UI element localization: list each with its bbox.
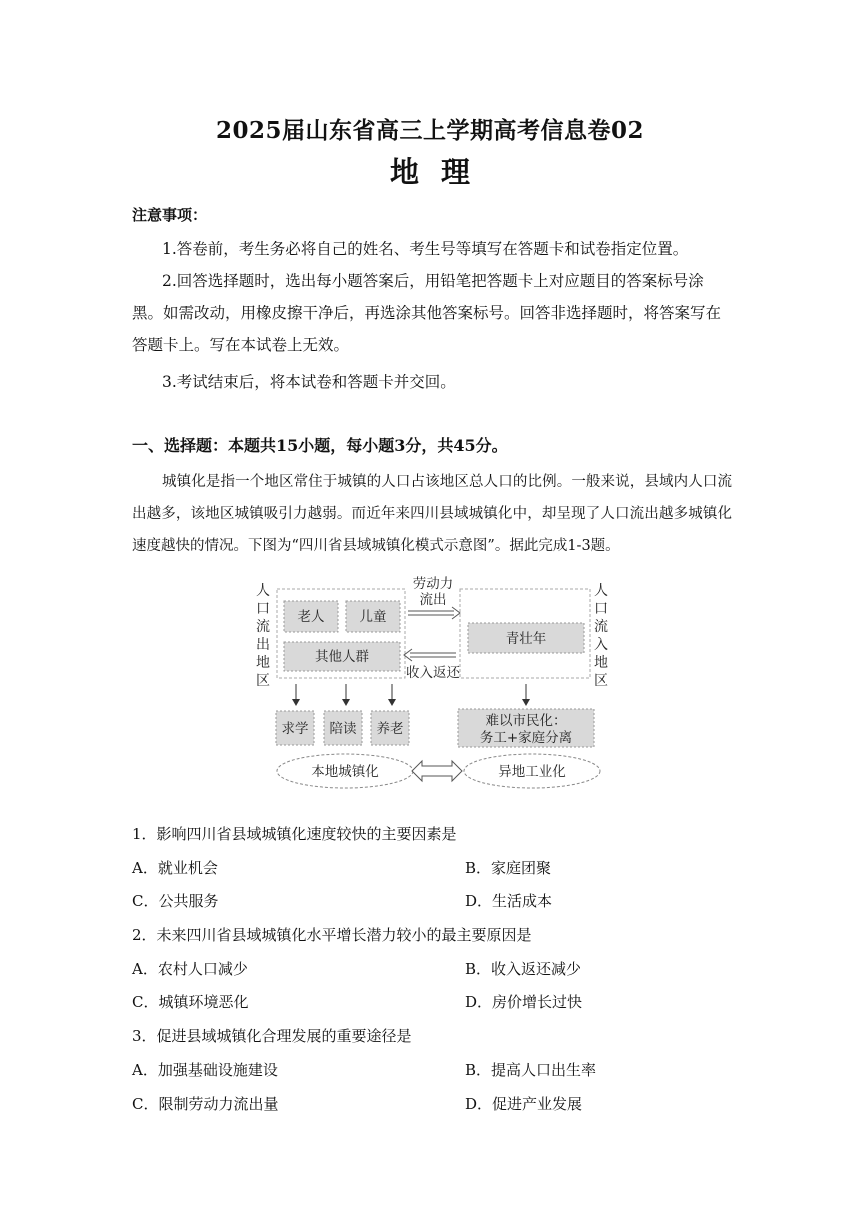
section-heading: 一、选择题：本题共15小题，每小题3分，共45分。	[132, 436, 508, 455]
right-region-char: 地	[594, 655, 608, 671]
down-arrow-icon	[522, 684, 530, 706]
hard-citizenize-label: 难以市民化：	[485, 713, 567, 729]
question-2-stem: 2．未来四川省县域城镇化水平增长潜力较小的最主要原因是	[132, 926, 532, 944]
right-region-char: 口	[594, 601, 608, 617]
youth-label: 青壮年	[505, 631, 547, 647]
question-1-option-c: C．公共服务	[132, 892, 219, 910]
children-label: 儿童	[359, 609, 387, 625]
down-arrow-icon	[292, 684, 300, 706]
question-3-option-c: C．限制劳动力流出量	[132, 1095, 279, 1113]
question-1-stem: 1．影响四川省县域城镇化速度较快的主要因素是	[132, 825, 457, 843]
subject-title: 地理	[389, 155, 492, 189]
urbanization-diagram	[250, 575, 620, 790]
right-region-char: 区	[594, 673, 608, 689]
accompany-label: 陪读	[329, 721, 357, 737]
right-region-label	[594, 583, 608, 689]
local-urbanization-label: 本地城镇化	[311, 764, 379, 780]
right-arrow-icon	[408, 607, 460, 619]
question-2-option-d: D．房价增长过快	[465, 993, 583, 1011]
question-1-option-a: A．就业机会	[132, 859, 218, 877]
retire-label: 养老	[376, 721, 404, 737]
others-label: 其他人群	[315, 649, 369, 665]
left-region-char: 人	[256, 583, 270, 599]
elderly-label: 老人	[297, 609, 325, 625]
notice-heading: 注意事项：	[132, 206, 208, 224]
question-2-option-c: C．城镇环境恶化	[132, 993, 249, 1011]
down-arrow-icon	[342, 684, 350, 706]
right-region-char: 入	[594, 637, 608, 653]
question-3-option-d: D．促进产业发展	[465, 1095, 583, 1113]
left-region-char: 流	[256, 619, 270, 635]
question-2-option-a: A．农村人口减少	[132, 960, 248, 978]
left-arrow-icon	[404, 649, 456, 661]
labor-outflow-label: 流出	[419, 592, 447, 608]
question-3-stem: 3．促进县域城镇化合理发展的重要途径是	[132, 1027, 412, 1045]
notice-item-3: 3.考试结束后，将本试卷和答题卡并交回。	[162, 373, 456, 391]
question-1-option-d: D．生活成本	[465, 892, 553, 910]
section-intro: 城镇化是指一个地区常住于城镇的人口占该地区总人口的比例。一般来说，县域内人口流出越多，该地区城镇吸引力越弱。而近年来四川县域城镇化中，却呈现了人口流出越多城镇化速度越快的情况。下图为“四川省县域城镇化模式示意图”。据此完成1-3题。	[132, 474, 732, 554]
question-1-option-b: B．家庭团聚	[465, 859, 552, 877]
income-return-label: 收入返还	[406, 665, 460, 681]
right-region-char: 人	[594, 583, 608, 599]
remote-industrialization-label: 异地工业化	[498, 764, 566, 780]
left-region-char: 地	[256, 655, 270, 671]
question-3-option-a: A．加强基础设施建设	[132, 1061, 278, 1079]
left-region-char: 区	[256, 673, 270, 689]
notice-item-1: 1.答卷前，考生务必将自己的姓名、考生号等填写在答题卡和试卷指定位置。	[162, 240, 689, 258]
exam-title: 2025届山东省高三上学期高考信息卷02	[215, 117, 645, 144]
double-arrow-icon	[412, 761, 462, 781]
study-label: 求学	[281, 721, 309, 737]
hard-citizenize-label: 务工+家庭分离	[479, 730, 573, 746]
down-arrow-icon	[388, 684, 396, 706]
left-region-char: 出	[256, 637, 270, 653]
labor-outflow-label: 劳动力	[412, 576, 454, 592]
notice-item-2: 2.回答选择题时，选出每小题答案后，用铅笔把答题卡上对应题目的答案标号涂黑。如需改动，用橡皮擦干净后，再选涂其他答案标号。回答非选择题时，将答案写在答题卡上。写在本试卷上无效。	[132, 272, 722, 354]
question-3-option-b: B．提高人口出生率	[465, 1061, 597, 1079]
right-region-char: 流	[594, 619, 608, 635]
question-2-option-b: B．收入返还减少	[465, 960, 582, 978]
left-region-char: 口	[256, 601, 270, 617]
left-region-label	[256, 583, 270, 689]
